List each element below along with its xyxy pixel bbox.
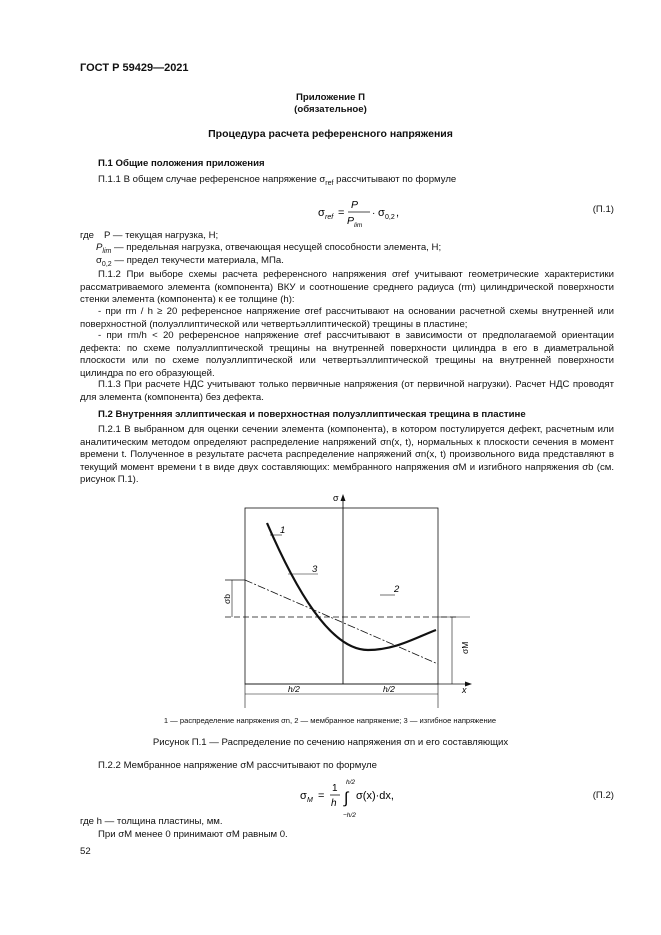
appendix-status: (обязательное) xyxy=(294,104,367,115)
curve-label-3: 3 xyxy=(312,564,318,575)
svg-text:P: P xyxy=(347,215,355,227)
svg-text:σ: σ xyxy=(318,207,325,219)
paragraph-2-1: П.2.1 В выбранном для оценки сечении элемента (компонента), в котором постулируется дефект, расчетным или аналитическим методом определяют распределение напряжений σn(x, t), нормальных к плоскости сечения в момент времени t. Полученное в результате расчета распределение напряжений σn(x, t) произвольного вида представляют в текущий момент времени t в виде двух составляющих: мембранного напряжения σM и изгибного напряжения σb (см. рисунок П.1). xyxy=(80,424,614,485)
paragraph-1-2: П.1.2 При выборе схемы расчета референсного напряжения σref учитывают геометрические характеристики рассматриваемого элемента (компонента) ВКУ и соотношение среднего радиуса (rm) цилиндрической поверхности стенки элемента (компонента) к ее толщине (h): xyxy=(80,269,614,305)
paragraph-1-3: П.1.3 При расчете НДС учитывают только первичные напряжения (от первичной нагрузки). Расчет НДС проводят для элемента (компонента) без дефекта. xyxy=(80,379,614,403)
svg-text:∫: ∫ xyxy=(344,790,349,807)
formula-2-svg xyxy=(300,775,420,819)
def-sigma: $\sigma_{0,2}$ — предел текучести материала, МПа. xyxy=(96,255,284,268)
figure-p1 xyxy=(200,488,480,708)
svg-text:,: , xyxy=(396,207,400,219)
section1-title: П.1 Общие положения приложения xyxy=(98,158,265,169)
section2-title: П.2 Внутренняя эллиптическая и поверхностная полуэллиптическая трещина в пластине xyxy=(98,409,526,420)
svg-text:0,2: 0,2 xyxy=(385,214,395,221)
paragraph-2-2: П.2.2 Мембранное напряжение σM рассчитывают по формуле xyxy=(98,760,377,771)
svg-text:σ(x)·dx,: σ(x)·dx, xyxy=(356,790,394,802)
sigma-b-label: σb xyxy=(222,594,232,604)
sigma-m-label: σM xyxy=(460,641,470,654)
appendix-title: Приложение П xyxy=(296,92,365,103)
svg-text:=: = xyxy=(318,790,325,802)
svg-text:h: h xyxy=(331,798,337,809)
svg-text:h/2: h/2 xyxy=(346,779,356,786)
sigma-axis-arrow xyxy=(341,494,346,501)
where-label: где xyxy=(80,230,95,241)
svg-text:=: = xyxy=(338,207,345,219)
def-h: где h — толщина пластины, мм. xyxy=(80,816,223,827)
dim-right-label: h/2 xyxy=(383,684,395,694)
bullet-1: - при rm / h ≥ 20 референсное напряжение σref рассчитывают на основании расчетной схемы внутренней или поверхностной (полуэллиптической или четвертьэллиптической) трещины в пластине; xyxy=(80,306,614,330)
svg-text:ref: ref xyxy=(325,214,334,221)
svg-text:M: M xyxy=(307,797,313,804)
svg-text:lim: lim xyxy=(354,222,363,229)
formula-2-number: (П.2) xyxy=(592,790,614,801)
formula-2 xyxy=(300,775,420,822)
bending-stress-line xyxy=(245,580,438,664)
svg-text:σ: σ xyxy=(378,207,385,219)
note-sigma-m: При σM менее 0 принимают σM равным 0. xyxy=(98,829,288,840)
stress-distribution-curve xyxy=(267,523,436,650)
curve-label-1: 1 xyxy=(280,525,286,536)
svg-text:−h/2: −h/2 xyxy=(343,812,356,819)
svg-text:P: P xyxy=(351,199,359,211)
figure-caption: Рисунок П.1 — Распределение по сечению напряжения σn и его составляющих xyxy=(152,737,509,748)
appendix-heading: Процедура расчета референсного напряжения xyxy=(208,128,453,140)
svg-text:·: · xyxy=(372,208,376,219)
curve-label-2: 2 xyxy=(394,584,400,595)
page-number: 52 xyxy=(80,846,91,857)
svg-text:σ: σ xyxy=(300,790,307,802)
sigma-axis-label: σ xyxy=(333,493,339,503)
figure-legend: 1 — распределение напряжения σn, 2 — мембранное напряжение; 3 — изгибное напряжение xyxy=(163,716,497,725)
document-id: ГОСТ Р 59429—2021 xyxy=(80,62,189,74)
bullet-2: - при rm/h < 20 референсное напряжение σref рассчитывают в зависимости от предполагаемой ориентации дефекта: по схеме полуэллиптической трещины на внутренней поверхности цилиндра в его в диаметральной плоскости или по схеме полуэллиптической или четвертьэллиптической трещины на внутренней поверхности цилиндра по его образующей. xyxy=(80,330,614,379)
paragraph-1-1: П.1.1 В общем случае референсное напряжение $\sigma_{ref}$ рассчитывают по формуле xyxy=(98,174,457,187)
dim-left-label: h/2 xyxy=(288,684,300,694)
def-Plim: $P_{lim}$ — предельная нагрузка, отвечающая несущей способности элемента, Н; xyxy=(96,242,442,255)
formula-1-number: (П.1) xyxy=(592,204,614,215)
x-axis-label: x xyxy=(462,685,467,695)
svg-text:1: 1 xyxy=(332,783,338,794)
formula-1 xyxy=(318,196,468,235)
def-P: P — текущая нагрузка, Н; xyxy=(104,230,219,241)
formula-1-svg xyxy=(318,196,468,232)
figure-frame xyxy=(245,508,438,684)
